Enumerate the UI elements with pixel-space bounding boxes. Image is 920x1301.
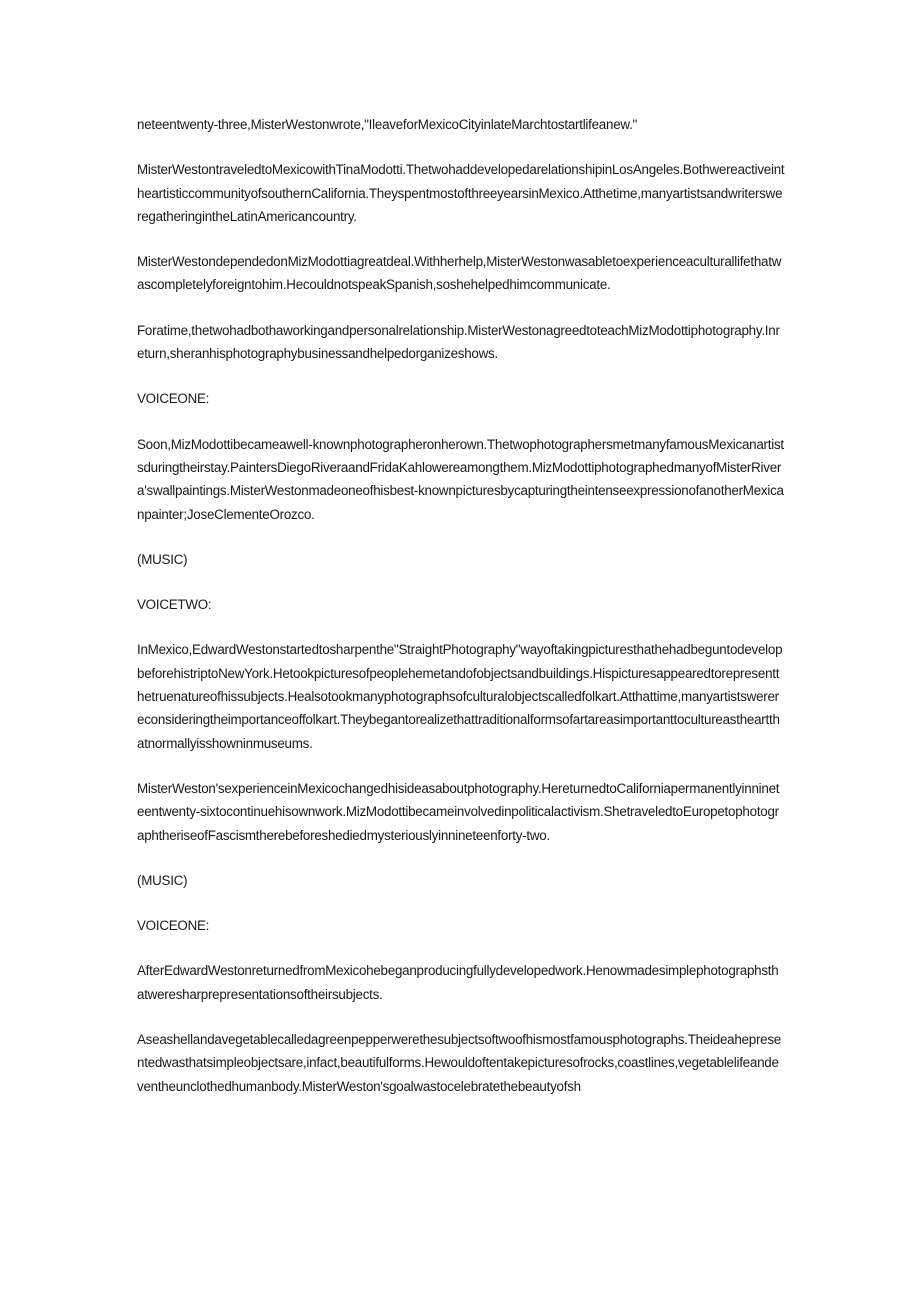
paragraph-return-california: MisterWeston'sexperienceinMexicochangedhisideasaboutphotography.HereturnedtoCaliforniapermanentlyinnineteentwenty-sixtocontinuehisownwork.MizModottibecameinvolvedinpoliticalactivism.ShetraveledtoEuropetophotographtheriseofFascismtherebeforeshediedmysteriouslyinnineteenforty-two. [137, 780, 780, 843]
paragraph-seashell-pepper: Aseashellandavegetablecalledagreenpepperwerethesubjectsoftwoofhismostfamousphotographs.Theideahepresentedwasthatsimpleobjectsare,infact,beautifulforms.Hewouldoftentakepicturesofrocks,coastlines,vegetablelifeandeventheunclothedhumanbody.MisterWeston'sgoalwastocelebratethebeautyofsh [137, 1032, 781, 1094]
paragraph-relationship: Foratime,thetwohadbothaworkingandpersonalrelationship.MisterWestonagreedtoteachMizModottiphotography.Inreturn,sheranhisphotographybusinessandhelpedorganizeshows. [137, 322, 780, 362]
paragraph-developed-work: AfterEdwardWestonreturnedfromMexicohebeganproducingfullydevelopedwork.Henowmadesimplephotographsthatweresharprepresentationsoftheirsubjects. [137, 963, 779, 1002]
document-body [137, 113, 785, 1120]
paragraph-modotti-photographer: Soon,MizModottibecameawell-knownphotographeronherown.ThetwophotographersmetmanyfamousMexicanartistsduringtheirstay.PaintersDiegoRiveraandFridaKahlowereamongthem.MizModottiphotographedmanyofMisterRivera'swallpaintings.MisterWestonmadeoneofhisbest-knownpicturesbycapturingtheintenseexpressionofanotherMexicanpainter;JoseClementeOrozco. [137, 436, 784, 522]
music-cue: (MUSIC) [137, 551, 188, 567]
paragraph-dependence: MisterWestondependedonMizModottiagreatdeal.Withherhelp,MisterWestonwasabletoexperienceaculturallifethatwascompletelyforeigntohim.HecouldnotspeakSpanish,soshehelpedhimcommunicate. [137, 254, 782, 293]
speaker-label: VOICEONE: [137, 391, 210, 407]
music-cue: (MUSIC) [137, 872, 188, 888]
speaker-label: VOICETWO: [137, 597, 212, 613]
paragraph-travel-mexico: MisterWestontraveledtoMexicowithTinaModotti.ThetwohaddevelopedarelationshipinLosAngeles.BothwereactiveintheartisticcommunityofsouthernCalifornia.TheyspentmostofthreeyearsinMexico.Atthetime,manyartistsandwritersweregatheringintheLatinAmericancountry. [137, 162, 785, 224]
paragraph-straight-photography: InMexico,EdwardWestonstartedtosharpenthe"StraightPhotography"wayoftakingpicturesthathehadbeguntodevelopbeforehistriptoNewYork.Hetookpicturesofpeoplehemetandofobjectsandbuildings.Hispicturesappearedtorepresentthetruenatureofhissubjects.Healsotookmanyphotographsofculturalobjectscalledfolkart.Atthattime,manyartistswerereconsideringtheimportanceoffolkart.Theybegantorealizethattraditionalformsofartareasimportanttocultureastheartthatnormallyisshowninmuseums. [137, 642, 783, 751]
paragraph-letter-quote: neteentwenty-three,MisterWestonwrote,"IleaveforMexicoCityinlateMarchtostartlifeanew." [137, 117, 638, 132]
speaker-label: VOICEONE: [137, 918, 210, 934]
